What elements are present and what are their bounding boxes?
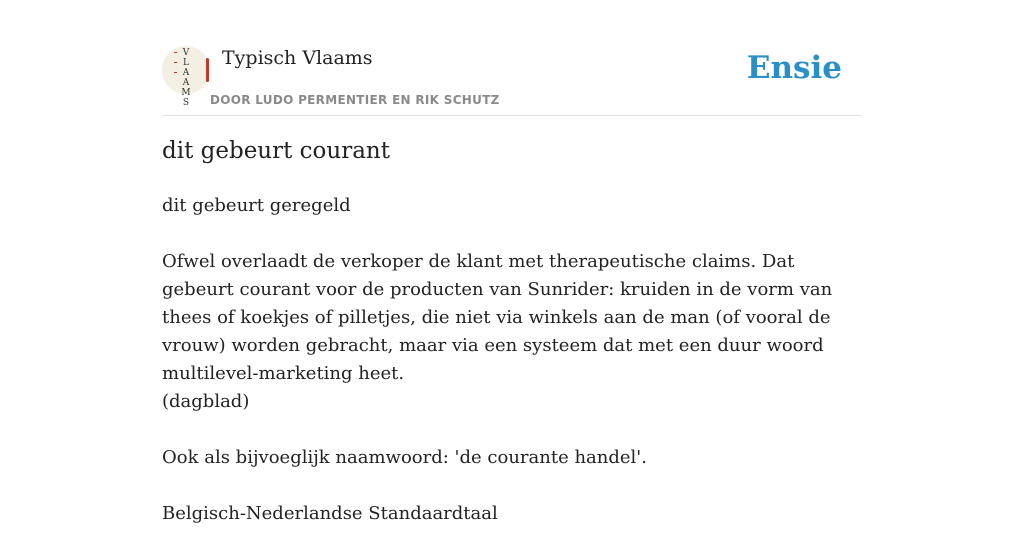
entry-note: Ook als bijvoeglijk naamwoord: 'de courante handel'.	[162, 447, 647, 468]
dictionary-title[interactable]: Typisch Vlaams	[222, 47, 373, 69]
logo-accent-mark	[174, 52, 177, 53]
entry-register: Belgisch-Nederlandse Standaardtaal	[162, 503, 498, 524]
dictionary-logo[interactable]	[162, 46, 210, 108]
logo-accent-mark	[174, 62, 177, 63]
ensie-brand-link[interactable]: Ensie	[746, 50, 842, 86]
dictionary-header	[162, 46, 862, 116]
dictionary-authors: DOOR LUDO PERMENTIER EN RIK SCHUTZ	[210, 93, 500, 107]
entry-source: (dagblad)	[162, 391, 250, 412]
entry-title: dit gebeurt courant	[162, 138, 390, 164]
logo-accent-mark	[174, 72, 177, 73]
entry-definition: dit gebeurt geregeld	[162, 195, 351, 216]
logo-red-stripe	[206, 58, 209, 82]
logo-letters: V L A A M S	[181, 48, 191, 108]
entry-example: Ofwel overlaadt de verkoper de klant met therapeutische claims. Dat gebeurt courant voor de producten van Sunrider: kruiden in de vorm van thees of koekjes of pilletjes, die niet via winkels aan de man (of vooral de vrouw) worden gebracht, maar via een systeem dat met een duur woord multilevel-marketing heet.	[162, 251, 833, 384]
entry-body	[162, 192, 862, 556]
